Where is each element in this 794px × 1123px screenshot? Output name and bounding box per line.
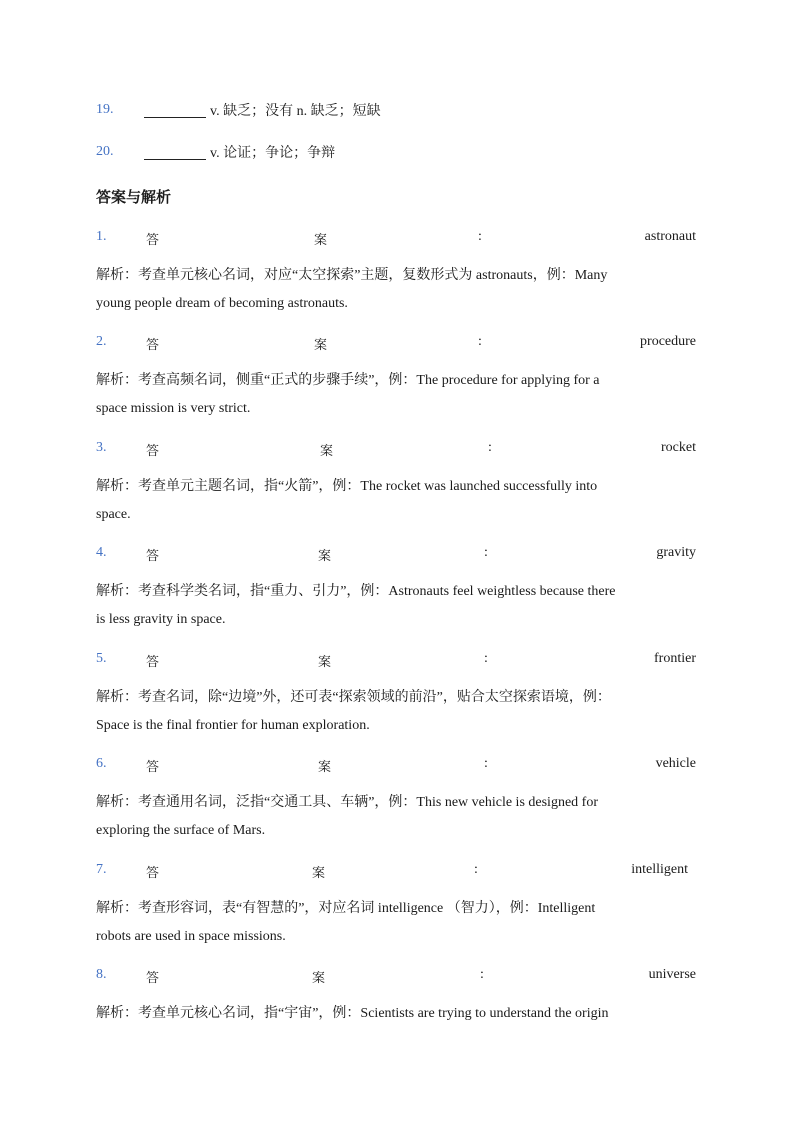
answer-label-a: 答 [146, 760, 163, 775]
answer-word: frontier [654, 651, 696, 666]
answer-label-b: 案 [320, 444, 337, 459]
explanation-line: exploring the surface of Mars. [96, 823, 266, 838]
explanation-line: 解析：考查通用名词，泛指“交通工具、车辆”，例：This new vehicle is designed for [96, 795, 598, 810]
answer-label-a: 答 [146, 338, 163, 353]
explanation-line: 解析：考查单元核心名词，指“宇宙”，例：Scientists are trying to understand the origin [96, 1006, 609, 1021]
answer-label-b: 案 [312, 971, 329, 986]
answer-label-b: 案 [318, 549, 335, 564]
answer-colon: : [484, 651, 488, 666]
answer-word: intelligent [631, 862, 688, 877]
answer-line [96, 862, 696, 882]
answer-number: 2. [96, 334, 107, 349]
answer-number: 4. [96, 545, 107, 560]
answer-number: 8. [96, 967, 107, 982]
answer-number: 3. [96, 440, 107, 455]
explanation-line: 解析：考查高频名词，侧重“正式的步骤手续”，例：The procedure for applying for a [96, 373, 600, 388]
answer-label-b: 案 [314, 338, 331, 353]
question-number: 20. [96, 144, 114, 159]
answer-number: 1. [96, 229, 107, 244]
answer-line [96, 651, 696, 671]
answer-word: procedure [640, 334, 696, 349]
answer-number: 7. [96, 862, 107, 877]
answer-word: astronaut [644, 229, 696, 244]
explanation-line: 解析：考查科学类名词，指“重力、引力”，例：Astronauts feel weightless because there [96, 584, 616, 599]
answer-label-b: 案 [318, 655, 335, 670]
question-definition: v. 论证；争论；争辩 [210, 146, 336, 161]
answer-label-b: 案 [314, 233, 331, 248]
answer-colon: : [478, 229, 482, 244]
answer-word: gravity [656, 545, 696, 560]
question-number: 19. [96, 102, 114, 117]
answer-number: 5. [96, 651, 107, 666]
answer-line [96, 967, 696, 987]
answer-blank [144, 145, 206, 160]
explanation-line: is less gravity in space. [96, 612, 226, 627]
answer-line [96, 229, 696, 249]
answer-label-a: 答 [146, 549, 163, 564]
answer-colon: : [480, 967, 484, 982]
answer-colon: : [484, 756, 488, 771]
question-definition: v. 缺乏；没有 n. 缺乏；短缺 [210, 104, 381, 119]
answer-number: 6. [96, 756, 107, 771]
answer-colon: : [474, 862, 478, 877]
explanation-line: 解析：考查形容词，表“有智慧的”，对应名词 intelligence （智力），例：Intelligent [96, 901, 596, 916]
section-title: 答案与解析 [96, 188, 172, 206]
question-item [96, 142, 696, 162]
answer-label-a: 答 [146, 444, 163, 459]
answer-word: vehicle [655, 756, 696, 771]
answer-colon: : [484, 545, 488, 560]
answer-label-b: 案 [312, 866, 329, 881]
answer-colon: : [478, 334, 482, 349]
answer-word: universe [648, 967, 696, 982]
question-item [96, 100, 696, 120]
explanation-line: space mission is very strict. [96, 401, 251, 416]
answer-label-a: 答 [146, 866, 163, 881]
explanation-line: 解析：考查名词，除“边境”外，还可表“探索领域的前沿”，贴合太空探索语境，例： [96, 690, 611, 705]
explanation-line: young people dream of becoming astronauts. [96, 296, 348, 311]
answer-label-a: 答 [146, 233, 163, 248]
answer-line [96, 756, 696, 776]
explanation-line: 解析：考查单元核心名词，对应“太空探索”主题，复数形式为 astronauts，例：Many [96, 268, 608, 283]
answer-blank [144, 103, 206, 118]
answer-word: rocket [661, 440, 696, 455]
answer-label-a: 答 [146, 971, 163, 986]
answer-line [96, 334, 696, 354]
answer-line [96, 440, 696, 460]
explanation-line: space. [96, 507, 131, 522]
explanation-line: 解析：考查单元主题名词，指“火箭”，例：The rocket was launched successfully into [96, 479, 598, 494]
explanation-line: Space is the final frontier for human exploration. [96, 718, 370, 733]
answer-colon: : [488, 440, 492, 455]
answer-label-b: 案 [318, 760, 335, 775]
answer-label-a: 答 [146, 655, 163, 670]
answer-line [96, 545, 696, 565]
explanation-line: robots are used in space missions. [96, 929, 286, 944]
